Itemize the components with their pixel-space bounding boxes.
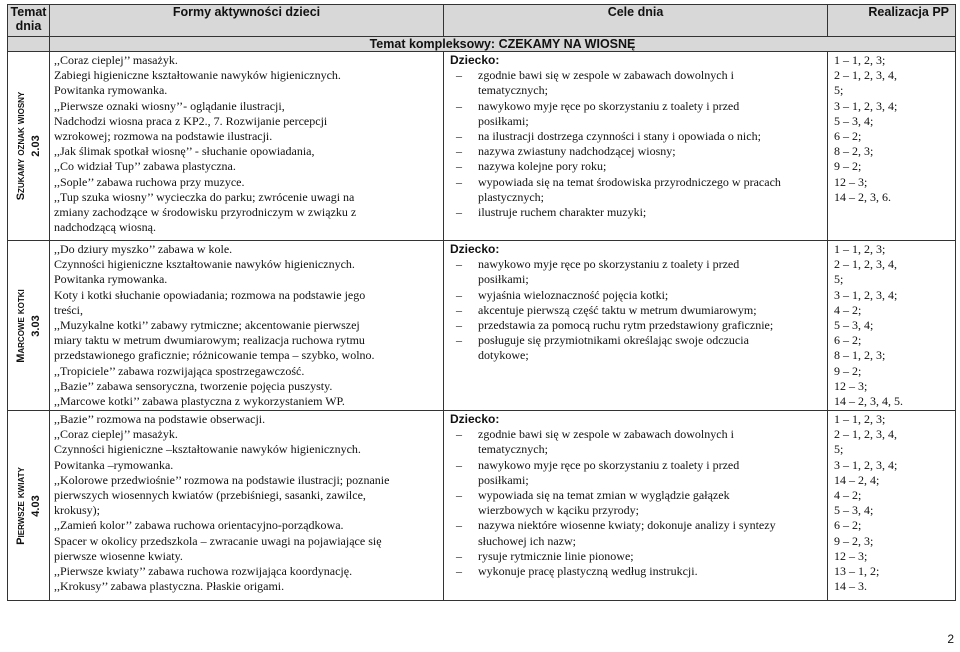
realization-line: 12 – 3; [834,548,868,563]
realization-line: 6 – 2; [834,518,862,533]
realization-line: 6 – 2; [834,333,862,348]
realization-line: 1 – 1, 2, 3; [834,53,886,67]
goal-text: dotykowe; [478,348,529,363]
activity-line: Powitanka –rymowanka. [54,457,174,472]
goal-text: nawykowo myje ręce po skorzystaniu z toalety i przed [478,257,740,272]
goals-cell [444,241,828,411]
goal-item [450,564,824,579]
goal-label: Dziecko: [450,242,500,256]
activity-line: ,,Bazie’’ rozmowa na podstawie obserwacji. [54,412,266,426]
goals-cell [444,52,828,241]
realization-line: 5; [834,272,844,287]
goal-item [450,333,824,363]
goal-item [450,129,824,144]
goal-item [450,318,824,333]
realization-line: 2 – 1, 2, 3, 4, [834,427,897,442]
goal-text: nawykowo myje ręce po skorzystaniu z toalety i przed [478,98,740,113]
realization-cell [828,52,956,241]
goal-item [450,257,824,287]
goal-item [450,144,824,159]
goal-text: ilustruje ruchem charakter muzyki; [478,205,647,220]
goal-item [450,159,824,174]
realization-line: 5 – 3, 4; [834,503,874,518]
realization-line: 5 – 3, 4; [834,113,874,128]
goal-item [450,175,824,205]
activity-line: pierwsze wiosenne kwiaty. [54,548,183,563]
goal-item [450,518,824,548]
day-row [8,241,956,411]
activity-line: nadchodzącą wiosną. [54,220,156,235]
goal-text: zgodnie bawi się w zespole w zabawach dowolnych i [478,427,734,442]
day-row [8,411,956,601]
activity-line: ,,Coraz cieplej’’ masażyk. [54,427,178,442]
realization-line: 14 – 2, 4; [834,472,880,487]
activity-line: zmiany zachodzące w środowisku przyrodniczym w związku z [54,205,357,220]
goal-text: wyjaśnia wieloznaczność pojęcia kotki; [478,287,669,302]
activity-line: ,,Marcowe kotki’’ zabawa plastyczna z wykorzystaniem WP. [54,394,345,409]
day-title: Pierwsze kwiaty 4.03 [14,466,42,545]
goal-label: Dziecko: [450,412,500,426]
goal-text: nazywa niektóre wiosenne kwiaty; dokonuje analizy i syntezy [478,518,776,533]
header-row [8,5,956,37]
activity-line: Powitanka rymowanka. [54,83,168,98]
realization-line: 8 – 2, 3; [834,144,874,159]
activity-line: przedstawionego graficznie; różnicowanie tempa – szybko, wolno. [54,348,375,363]
realization-line: 3 – 1, 2, 3, 4; [834,457,898,472]
activity-line: ,,Jak ślimak spotkał wiosnę’’ - słuchanie opowiadania, [54,144,315,159]
header-cele: Cele dnia [444,5,828,37]
goal-text: posiłkami; [478,113,529,128]
realization-line: 5; [834,83,844,98]
goal-text: posługuje się przymiotnikami określając swoje odczucia [478,333,749,348]
goal-item [450,99,824,129]
realization-cell [828,241,956,411]
activity-line: pierwszych wiosennych kwiatów (przebiśniegi, sasanki, zawilce, [54,488,366,503]
lesson-plan-table [7,4,956,601]
realization-line: 5; [834,442,844,457]
activity-line: ,,Tup szuka wiosny’’ wycieczka do parku; zwrócenie uwagi na [54,189,355,204]
goal-text: nazywa kolejne pory roku; [478,159,607,174]
goal-text: wykonuje pracę plastyczną według instrukcji. [478,564,698,579]
goal-text: akcentuje pierwszą część taktu w metrum dwumiarowym; [478,302,757,317]
day-title: Szukamy oznak wiosny 2.03 [14,91,42,201]
goal-text: rysuje rytmicznie linie pionowe; [478,548,634,563]
activity-line: Powitanka rymowanka. [54,272,168,287]
goal-text: posiłkami; [478,472,529,487]
activities-cell [50,241,444,411]
goal-text: na ilustracji dostrzega czynności i stany i opowiada o nich; [478,129,761,144]
realization-line: 14 – 2, 3, 4, 5. [834,394,903,409]
activity-line: ,,Co widział Tup’’ zabawa plastyczna. [54,159,236,174]
activity-line: krokusy); [54,503,100,518]
realization-line: 3 – 1, 2, 3, 4; [834,98,898,113]
page-number: 2 [947,632,954,646]
day-title: Marcowe kotki 3.03 [14,288,42,363]
realization-line: 9 – 2; [834,363,862,378]
activity-line: ,,Do dziury myszko’’ zabawa w kole. [54,242,233,256]
realization-line: 5 – 3, 4; [834,318,874,333]
goal-item [450,68,824,98]
realization-line: 3 – 1, 2, 3, 4; [834,287,898,302]
goal-text: przedstawia za pomocą ruchu rytm przedstawiony graficznie; [478,318,774,333]
activities-cell [50,52,444,241]
goal-item [450,288,824,303]
goal-item [450,488,824,518]
goal-text: wierzbowych w kąciku przyrody; [478,503,639,518]
activity-line: Czynności higieniczne kształtowanie nawyków higienicznych. [54,257,355,272]
header-formy: Formy aktywności dzieci [50,5,444,37]
activity-line: ,,Kolorowe przedwiośnie’’ rozmowa na podstawie ilustracji; poznanie [54,472,390,487]
realization-line: 1 – 1, 2, 3; [834,242,886,256]
day-row [8,52,956,241]
activity-line: Spacer w okolicy przedszkola – zwracanie uwagi na pojawiające się [54,533,382,548]
goal-item [450,458,824,488]
goal-item [450,303,824,318]
realization-line: 12 – 3; [834,174,868,189]
activity-line: Zabiegi higieniczne kształtowanie nawyków higienicznych. [54,68,341,83]
goal-text: posiłkami; [478,272,529,287]
realization-line: 2 – 1, 2, 3, 4, [834,257,897,272]
goal-text: wypowiada się na temat środowiska przyrodniczego w pracach [478,174,781,189]
goal-text: nawykowo myje ręce po skorzystaniu z toalety i przed [478,457,740,472]
realization-line: 14 – 3. [834,579,867,594]
theme-row [8,37,956,52]
activity-line: ,,Muzykalne kotki’’ zabawy rytmiczne; akcentowanie pierwszej [54,318,360,333]
goal-text: słuchowej ich nazw; [478,533,576,548]
realization-line: 2 – 1, 2, 3, 4, [834,68,897,83]
realization-cell [828,411,956,601]
activity-line: Koty i kotki słuchanie opowiadania; rozmowa na podstawie jego [54,287,366,302]
goal-item [450,205,824,220]
activity-line: Czynności higieniczne –kształtowanie nawyków higienicznych. [54,442,361,457]
activity-line: treści, [54,302,83,317]
realization-line: 1 – 1, 2, 3; [834,412,886,426]
activity-line: ,,Krokusy’’ zabawa plastyczna. Płaskie origami. [54,579,285,594]
goal-text: wypowiada się na temat zmian w wyglądzie gałązek [478,488,730,503]
activity-line: ,,Bazie’’ zabawa sensoryczna, tworzenie pojęcia puszysty. [54,378,333,393]
realization-line: 13 – 1, 2; [834,564,880,579]
goal-text: tematycznych; [478,442,548,457]
realization-line: 9 – 2; [834,159,862,174]
realization-line: 14 – 2, 3, 6. [834,189,891,204]
activity-line: ,,Sople’’ zabawa ruchowa przy muzyce. [54,174,245,189]
goal-text: tematycznych; [478,83,548,98]
goal-item [450,549,824,564]
activity-line: Nadchodzi wiosna praca z KP2., 7. Rozwijanie percepcji [54,113,328,128]
goal-text: plastycznych; [478,189,544,204]
activities-cell [50,411,444,601]
goal-text: nazywa zwiastuny nadchodzącej wiosny; [478,144,676,159]
activity-line: ,,Pierwsze kwiaty’’ zabawa ruchowa rozwijająca koordynację. [54,564,353,579]
header-realizacja: Realizacja PP [828,5,956,37]
goals-cell [444,411,828,601]
realization-line: 9 – 2, 3; [834,533,874,548]
theme-title: Temat kompleksowy: CZEKAMY NA WIOSNĘ [50,37,956,52]
activity-line: miary taktu w metrum dwumiarowym; realizacja ruchowa rytmu [54,333,365,348]
activity-line: ,,Zamień kolor’’ zabawa ruchowa orientacyjno-porządkowa. [54,518,344,533]
realization-line: 4 – 2; [834,488,862,503]
activity-line: ,,Pierwsze oznaki wiosny’’- oglądanie ilustracji, [54,98,285,113]
activity-line: ,,Tropiciele’’ zabawa rozwijająca spostrzegawczość. [54,363,305,378]
goal-label: Dziecko: [450,53,500,67]
goal-text: zgodnie bawi się w zespole w zabawach dowolnych i [478,68,734,83]
header-temat: Temat dnia [8,5,50,37]
realization-line: 12 – 3; [834,378,868,393]
realization-line: 8 – 1, 2, 3; [834,348,886,363]
goal-item [450,427,824,457]
activity-line: ,,Coraz cieplej’’ masażyk. [54,53,178,67]
activity-line: wzrokowej; rozmowa na podstawie ilustracji. [54,129,273,144]
realization-line: 6 – 2; [834,129,862,144]
realization-line: 4 – 2; [834,302,862,317]
